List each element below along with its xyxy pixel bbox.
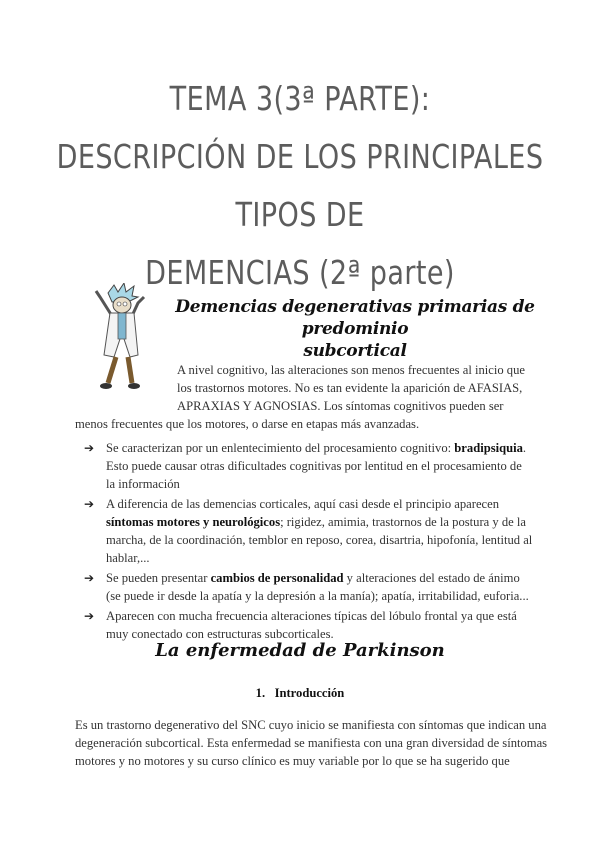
characteristics-list [84, 439, 534, 645]
bullet-bold-text: bradipsiquia [454, 441, 523, 455]
bullet-text: y alteraciones del estado de ánimo (se puede ir desde la apatía y la depresión a la manía); apatía, irritabilidad, euforia... [106, 571, 529, 603]
parkinson-heading: La enfermedad de Parkinson [155, 640, 445, 661]
intro-line: APRAXIAS Y AGNOSIAS. Los síntomas cognitivos pueden ser [177, 399, 504, 413]
introduction-subheading: 1. Introducción [255, 686, 345, 700]
section-heading-line-1: Demencias degenerativas primarias de predominio [175, 297, 535, 339]
bullet-bold-text: cambios de personalidad [210, 571, 344, 585]
bullet-text: Aparecen con mucha frecuencia alteraciones típicas del lóbulo frontal ya que está muy conectado con estructuras subcorticales. [106, 609, 517, 641]
intro-line: A nivel cognitivo, las alteraciones son menos frecuentes al inicio que [177, 363, 525, 377]
intro-line: los trastornos motores. No es tan evidente la aparición de AFASIAS, [177, 381, 523, 395]
title-line-1: TEMA 3(3ª PARTE): [169, 79, 431, 118]
title-line-2: DESCRIPCIÓN DE LOS PRINCIPALES TIPOS DE [56, 137, 544, 234]
arrow-bullet-icon: ➔ [84, 441, 95, 455]
bullet-text: A diferencia de las demencias corticales, aquí casi desde el principio aparecen [106, 497, 500, 511]
document-title [54, 70, 546, 302]
list-item [84, 569, 534, 605]
title-line-3: DEMENCIAS (2ª parte) [145, 253, 455, 292]
arrow-bullet-icon: ➔ [84, 497, 95, 511]
bullet-bold-text: síntomas motores y neurológicos [106, 515, 281, 529]
intro-paragraph [75, 397, 545, 433]
bullet-text: ; rigidez, amimia, trastornos de la postura y de la marcha, de la coordinación, temblor en reposo, corea, disartria, hipofonía, lentitud al hablar,... [106, 515, 533, 565]
list-item [84, 607, 534, 643]
intro-paragraph-indented [177, 361, 537, 397]
bullet-text: . Esto puede causar otras dificultades cognitivas por lentitud en el procesamiento de la información [106, 441, 527, 491]
bullet-text: Se pueden presentar [106, 571, 211, 585]
section-heading [170, 296, 540, 362]
bullet-text: Se caracterizan por un enlentecimiento del procesamiento cognitivo: [106, 441, 455, 455]
intro-line: menos frecuentes que los motores, o darse en etapas más avanzadas. [75, 417, 420, 431]
parkinson-intro-paragraph [75, 716, 550, 770]
arrow-bullet-icon: ➔ [84, 609, 95, 623]
list-item [84, 495, 534, 567]
list-item [84, 439, 534, 493]
body-line: motores y no motores y su curso clínico es muy variable por lo que se ha sugerido que [75, 754, 510, 768]
section-heading-line-2: subcortical [303, 341, 407, 361]
body-line: degeneración subcortical. Esta enfermedad se manifiesta con una gran diversidad de síntomas [75, 736, 548, 750]
cartoon-character-illustration [86, 283, 156, 393]
body-line: Es un trastorno degenerativo del SNC cuyo inicio se manifiesta con síntomas que indican una [75, 718, 547, 732]
arrow-bullet-icon: ➔ [84, 571, 95, 585]
